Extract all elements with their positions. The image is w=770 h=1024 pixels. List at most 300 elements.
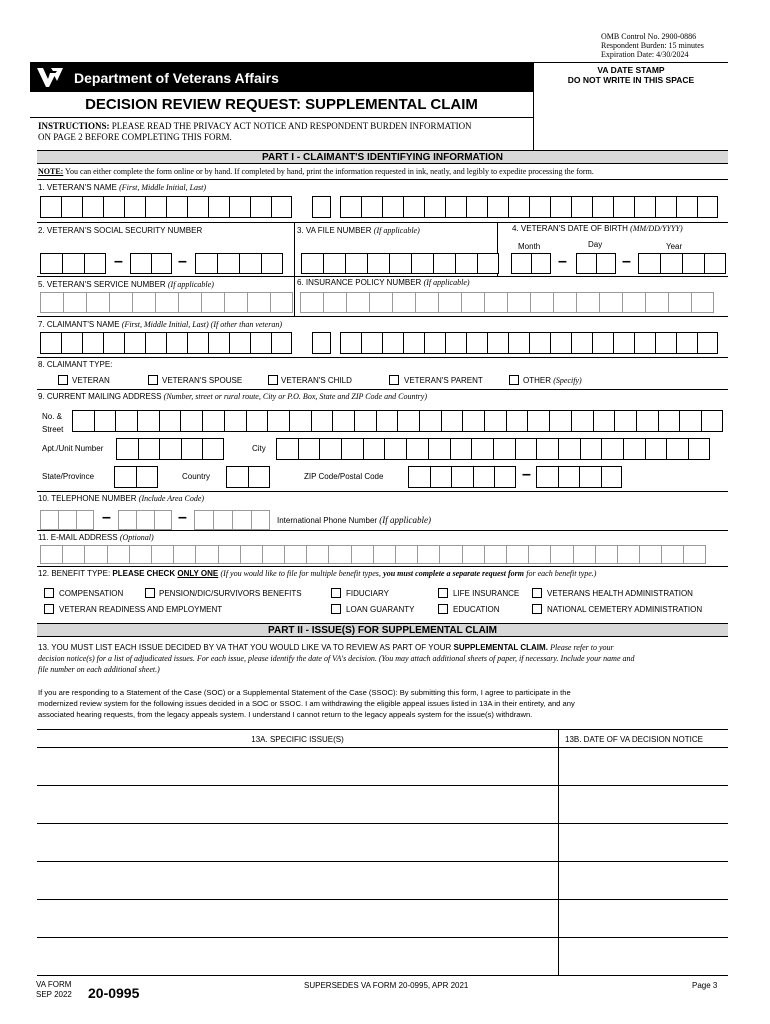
vre-label: VETERAN READINESS AND EMPLOYMENT (59, 605, 223, 614)
char-box[interactable] (382, 332, 403, 354)
char-box[interactable] (208, 332, 229, 354)
char-box[interactable] (462, 545, 484, 564)
char-box[interactable] (187, 332, 208, 354)
char-box[interactable] (528, 545, 550, 564)
char-box[interactable] (63, 292, 86, 313)
veteran-checkbox[interactable] (58, 375, 68, 385)
char-box[interactable] (187, 196, 208, 218)
issue-row[interactable] (37, 862, 728, 900)
char-box[interactable] (430, 466, 452, 488)
char-box[interactable] (332, 410, 354, 432)
char-box[interactable] (319, 438, 341, 460)
char-box[interactable] (154, 510, 172, 530)
specific-issues-header: 13A. SPECIFIC ISSUE(S) (251, 735, 344, 744)
char-box[interactable] (558, 438, 580, 460)
char-box[interactable] (441, 410, 463, 432)
char-box[interactable] (248, 466, 270, 488)
char-box[interactable] (289, 410, 311, 432)
char-box[interactable] (592, 196, 613, 218)
issue-row[interactable] (37, 824, 728, 862)
char-box[interactable] (251, 510, 270, 530)
char-box[interactable] (424, 332, 445, 354)
char-box[interactable] (389, 253, 411, 274)
char-box[interactable] (571, 410, 593, 432)
char-box[interactable] (403, 196, 424, 218)
char-box[interactable] (301, 253, 323, 274)
char-box[interactable] (202, 438, 224, 460)
footer-supersedes: SUPERSEDES VA FORM 20-0995, APR 2021 (304, 981, 469, 990)
phone-dash-1: – (102, 509, 111, 526)
vre-checkbox[interactable] (44, 604, 54, 614)
phone-line-boxes[interactable] (194, 510, 270, 530)
char-box[interactable] (623, 438, 645, 460)
ssn-part1-boxes[interactable] (40, 253, 106, 274)
char-box[interactable] (550, 545, 572, 564)
char-box[interactable] (246, 410, 268, 432)
char-box[interactable] (438, 292, 461, 313)
char-box[interactable] (550, 332, 571, 354)
char-box[interactable] (109, 292, 132, 313)
char-box[interactable] (614, 410, 636, 432)
claimant-middle-initial-box[interactable] (312, 332, 331, 354)
char-box[interactable] (593, 410, 615, 432)
insurance-policy-boxes[interactable] (300, 292, 714, 313)
char-box[interactable] (601, 438, 623, 460)
char-box[interactable] (553, 292, 576, 313)
char-box[interactable] (445, 332, 466, 354)
dob-day-boxes[interactable] (576, 253, 616, 274)
char-box[interactable] (595, 545, 617, 564)
char-box[interactable] (507, 292, 530, 313)
char-box[interactable] (471, 438, 493, 460)
char-box[interactable] (124, 196, 145, 218)
pension-checkbox[interactable] (145, 588, 155, 598)
char-box[interactable] (697, 196, 718, 218)
char-box[interactable] (417, 545, 439, 564)
char-box[interactable] (515, 438, 537, 460)
char-box[interactable] (271, 332, 292, 354)
char-box[interactable] (617, 545, 639, 564)
char-box[interactable] (676, 332, 697, 354)
char-box[interactable] (376, 410, 398, 432)
zip-boxes[interactable] (408, 466, 516, 488)
char-box[interactable] (679, 410, 701, 432)
email-boxes[interactable] (40, 545, 706, 564)
char-box[interactable] (473, 466, 495, 488)
char-box[interactable] (655, 196, 676, 218)
char-box[interactable] (487, 332, 508, 354)
char-box[interactable] (536, 466, 558, 488)
char-box[interactable] (361, 332, 382, 354)
char-box[interactable] (262, 545, 284, 564)
char-box[interactable] (382, 196, 403, 218)
char-box[interactable] (72, 410, 94, 432)
char-box[interactable] (138, 438, 160, 460)
vha-label: VETERANS HEALTH ADMINISTRATION (547, 589, 693, 598)
char-box[interactable] (477, 253, 499, 274)
loan-guaranty-checkbox[interactable] (331, 604, 341, 614)
area-code-boxes[interactable] (40, 510, 94, 530)
street-label: No. & Street (42, 412, 64, 434)
char-box[interactable] (124, 332, 145, 354)
char-box[interactable] (208, 196, 229, 218)
state-boxes[interactable] (114, 466, 158, 488)
dob-month-boxes[interactable] (511, 253, 551, 274)
nca-label: NATIONAL CEMETERY ADMINISTRATION (547, 605, 703, 614)
char-box[interactable] (484, 545, 506, 564)
char-box[interactable] (84, 545, 106, 564)
char-box[interactable] (178, 292, 201, 313)
char-box[interactable] (599, 292, 622, 313)
fiduciary-label: FIDUCIARY (346, 589, 389, 598)
ssn-part2-boxes[interactable] (130, 253, 172, 274)
issue-row[interactable] (37, 900, 728, 938)
part1-title: PART I - CLAIMANT'S IDENTIFYING INFORMATION (37, 150, 728, 164)
ssn-label: 2. VETERAN'S SOCIAL SECURITY NUMBER (38, 226, 203, 235)
char-box[interactable] (151, 545, 173, 564)
char-box[interactable] (130, 253, 151, 274)
char-box[interactable] (403, 332, 424, 354)
education-checkbox[interactable] (438, 604, 448, 614)
char-box[interactable] (82, 332, 103, 354)
char-box[interactable] (668, 292, 691, 313)
dob-year-boxes[interactable] (638, 253, 726, 274)
char-box[interactable] (529, 332, 550, 354)
char-box[interactable] (550, 196, 571, 218)
street-boxes[interactable] (72, 410, 723, 432)
char-box[interactable] (239, 253, 261, 274)
char-box[interactable] (155, 292, 178, 313)
char-box[interactable] (634, 332, 655, 354)
char-box[interactable] (445, 196, 466, 218)
char-box[interactable] (340, 332, 361, 354)
veteran-name-label: 1. VETERAN'S NAME (First, Middle Initial, Last) (38, 183, 207, 192)
footer-form-number: 20-0995 (88, 985, 140, 1001)
char-box[interactable] (195, 253, 217, 274)
char-box[interactable] (129, 545, 151, 564)
country-boxes[interactable] (226, 466, 270, 488)
part2-title: PART II - ISSUE(S) FOR SUPPLEMENTAL CLAIM (37, 623, 728, 637)
char-box[interactable] (571, 196, 592, 218)
dob-day-label: Day (588, 240, 603, 249)
char-box[interactable] (682, 253, 704, 274)
char-box[interactable] (58, 510, 76, 530)
date-stamp-area (533, 62, 728, 150)
char-box[interactable] (419, 410, 441, 432)
part1-note (38, 167, 594, 176)
char-box[interactable] (116, 438, 138, 460)
char-box[interactable] (571, 332, 592, 354)
ssn-dash-2: – (178, 253, 187, 270)
char-box[interactable] (384, 438, 406, 460)
char-box[interactable] (218, 545, 240, 564)
char-box[interactable] (638, 253, 660, 274)
char-box[interactable] (328, 545, 350, 564)
email-label: 11. E-MAIL ADDRESS (Optional) (38, 533, 154, 542)
service-number-boxes[interactable] (40, 292, 293, 313)
char-box[interactable] (701, 410, 723, 432)
char-box[interactable] (424, 196, 445, 218)
char-box[interactable] (451, 466, 473, 488)
char-box[interactable] (373, 545, 395, 564)
char-box[interactable] (484, 292, 507, 313)
char-box[interactable] (613, 332, 634, 354)
char-box[interactable] (118, 510, 136, 530)
char-box[interactable] (145, 196, 166, 218)
char-box[interactable] (596, 253, 616, 274)
char-box[interactable] (276, 438, 298, 460)
char-box[interactable] (395, 545, 417, 564)
compensation-checkbox[interactable] (44, 588, 54, 598)
char-box[interactable] (229, 332, 250, 354)
char-box[interactable] (462, 410, 484, 432)
char-box[interactable] (224, 410, 246, 432)
claimant-first-name-boxes[interactable] (40, 332, 292, 354)
char-box[interactable] (40, 545, 62, 564)
char-box[interactable] (549, 410, 571, 432)
char-box[interactable] (466, 332, 487, 354)
char-box[interactable] (250, 332, 271, 354)
char-box[interactable] (250, 196, 271, 218)
char-box[interactable] (592, 332, 613, 354)
zip-ext-boxes[interactable] (536, 466, 622, 488)
char-box[interactable] (455, 253, 477, 274)
vha-checkbox[interactable] (532, 588, 542, 598)
char-box[interactable] (666, 438, 688, 460)
char-box[interactable] (639, 545, 661, 564)
char-box[interactable] (411, 253, 433, 274)
life-insurance-checkbox[interactable] (438, 588, 448, 598)
char-box[interactable] (103, 332, 124, 354)
char-box[interactable] (136, 510, 154, 530)
fiduciary-checkbox[interactable] (331, 588, 341, 598)
char-box[interactable] (346, 292, 369, 313)
char-box[interactable] (40, 292, 63, 313)
char-box[interactable] (511, 253, 531, 274)
char-box[interactable] (311, 410, 333, 432)
char-box[interactable] (166, 196, 187, 218)
char-box[interactable] (267, 410, 289, 432)
char-box[interactable] (159, 438, 181, 460)
veteran-middle-initial-box[interactable] (312, 196, 331, 218)
char-box[interactable] (229, 196, 250, 218)
char-box[interactable] (351, 545, 373, 564)
char-box[interactable] (558, 466, 580, 488)
char-box[interactable] (271, 196, 292, 218)
veteran-option-label: VETERAN (72, 376, 110, 385)
char-box[interactable] (107, 545, 129, 564)
char-box[interactable] (661, 545, 683, 564)
phone-prefix-boxes[interactable] (118, 510, 172, 530)
char-box[interactable] (217, 253, 239, 274)
char-box[interactable] (580, 438, 602, 460)
char-box[interactable] (232, 510, 251, 530)
char-box[interactable] (655, 332, 676, 354)
char-box[interactable] (408, 466, 430, 488)
char-box[interactable] (40, 196, 61, 218)
char-box[interactable] (494, 466, 516, 488)
char-box[interactable] (306, 545, 328, 564)
footer-page-number: Page 3 (692, 981, 718, 990)
char-box[interactable] (369, 292, 392, 313)
char-box[interactable] (300, 292, 323, 313)
char-box[interactable] (683, 545, 705, 564)
char-box[interactable] (82, 196, 103, 218)
char-box[interactable] (529, 196, 550, 218)
char-box[interactable] (697, 332, 718, 354)
char-box[interactable] (159, 410, 181, 432)
veteran-first-name-boxes[interactable] (40, 196, 292, 218)
char-box[interactable] (645, 292, 668, 313)
char-box[interactable] (151, 253, 172, 274)
char-box[interactable] (340, 196, 361, 218)
char-box[interactable] (180, 410, 202, 432)
veteran-last-name-boxes[interactable] (340, 196, 718, 218)
char-box[interactable] (634, 196, 655, 218)
char-box[interactable] (226, 466, 248, 488)
char-box[interactable] (345, 253, 367, 274)
service-number-label: 5. VETERAN'S SERVICE NUMBER (If applicable) (38, 280, 214, 289)
char-box[interactable] (622, 292, 645, 313)
char-box[interactable] (284, 545, 306, 564)
char-box[interactable] (114, 466, 136, 488)
char-box[interactable] (439, 545, 461, 564)
form-title: DECISION REVIEW REQUEST: SUPPLEMENTAL CLAIM (85, 96, 478, 113)
spouse-option-label: VETERAN'S SPOUSE (162, 376, 243, 385)
char-box[interactable] (195, 545, 217, 564)
char-box[interactable] (392, 292, 415, 313)
issue-row[interactable] (37, 748, 728, 786)
char-box[interactable] (247, 292, 270, 313)
char-box[interactable] (354, 410, 376, 432)
instructions-text-2: ON PAGE 2 BEFORE COMPLETING THIS FORM. (38, 132, 232, 142)
child-checkbox[interactable] (268, 375, 278, 385)
char-box[interactable] (397, 410, 419, 432)
char-box[interactable] (493, 438, 515, 460)
char-box[interactable] (341, 438, 363, 460)
char-box[interactable] (61, 196, 82, 218)
char-box[interactable] (487, 196, 508, 218)
char-box[interactable] (94, 410, 116, 432)
char-box[interactable] (688, 438, 710, 460)
char-box[interactable] (40, 332, 61, 354)
char-box[interactable] (361, 196, 382, 218)
char-box[interactable] (536, 438, 558, 460)
char-box[interactable] (62, 253, 84, 274)
nca-checkbox[interactable] (532, 604, 542, 614)
char-box[interactable] (508, 332, 529, 354)
note-text: You can either complete the form online or by hand. If completed by hand, print the information requested in ink, neatly, and legibly to expedite processing the form. (65, 167, 594, 176)
char-box[interactable] (213, 510, 232, 530)
spouse-checkbox[interactable] (148, 375, 158, 385)
char-box[interactable] (660, 253, 682, 274)
char-box[interactable] (323, 253, 345, 274)
char-box[interactable] (84, 253, 106, 274)
char-box[interactable] (461, 292, 484, 313)
decision-date-header: 13B. DATE OF VA DECISION NOTICE (565, 735, 703, 744)
char-box[interactable] (415, 292, 438, 313)
char-box[interactable] (466, 196, 487, 218)
ssn-part3-boxes[interactable] (195, 253, 283, 274)
soc-statement: If you are responding to a Statement of the Case (SOC) or a Supplemental Statement of the Case (SSOC): By submitting this form, I agree to participate in the modernized review system for the following issues decided in a SOC or SSOC. I am withdrawing the eligible appeal issues listed in 13A in their entirety, and any associated hearing requests, from the legacy appeals system. I understand I cannot return to the legacy appeals system for the issue(s) withdrawn. (38, 688, 575, 719)
char-box[interactable] (601, 466, 623, 488)
char-box[interactable] (658, 410, 680, 432)
char-box[interactable] (115, 410, 137, 432)
char-box[interactable] (484, 410, 506, 432)
char-box[interactable] (531, 253, 551, 274)
char-box[interactable] (270, 292, 293, 313)
city-boxes[interactable] (276, 438, 710, 460)
char-box[interactable] (576, 253, 596, 274)
char-box[interactable] (645, 438, 667, 460)
parent-checkbox[interactable] (389, 375, 399, 385)
char-box[interactable] (166, 332, 187, 354)
char-box[interactable] (224, 292, 247, 313)
char-box[interactable] (704, 253, 726, 274)
char-box[interactable] (40, 253, 62, 274)
char-box[interactable] (576, 292, 599, 313)
char-box[interactable] (367, 253, 389, 274)
char-box[interactable] (506, 410, 528, 432)
char-box[interactable] (450, 438, 472, 460)
char-box[interactable] (323, 292, 346, 313)
char-box[interactable] (579, 466, 601, 488)
char-box[interactable] (194, 510, 213, 530)
date-stamp-note: DO NOT WRITE IN THIS SPACE (567, 75, 695, 85)
char-box[interactable] (691, 292, 714, 313)
char-box[interactable] (40, 510, 58, 530)
char-box[interactable] (201, 292, 224, 313)
char-box[interactable] (261, 253, 283, 274)
char-box[interactable] (76, 510, 94, 530)
char-box[interactable] (86, 292, 109, 313)
char-box[interactable] (428, 438, 450, 460)
other-checkbox[interactable] (509, 375, 519, 385)
char-box[interactable] (132, 292, 155, 313)
char-box[interactable] (573, 545, 595, 564)
char-box[interactable] (636, 410, 658, 432)
char-box[interactable] (240, 545, 262, 564)
char-box[interactable] (613, 196, 634, 218)
char-box[interactable] (137, 410, 159, 432)
char-box[interactable] (61, 332, 82, 354)
char-box[interactable] (433, 253, 455, 274)
char-box[interactable] (406, 438, 428, 460)
char-box[interactable] (62, 545, 84, 564)
char-box[interactable] (173, 545, 195, 564)
issue-row[interactable] (37, 938, 728, 976)
issue-row[interactable] (37, 786, 728, 824)
char-box[interactable] (530, 292, 553, 313)
claimant-last-name-boxes[interactable] (340, 332, 718, 354)
omb-control: OMB Control No. 2900-0886 (601, 32, 697, 41)
char-box[interactable] (145, 332, 166, 354)
char-box[interactable] (508, 196, 529, 218)
char-box[interactable] (202, 410, 224, 432)
char-box[interactable] (298, 438, 320, 460)
char-box[interactable] (363, 438, 385, 460)
zip-label: ZIP Code/Postal Code (304, 472, 384, 481)
char-box[interactable] (181, 438, 203, 460)
char-box[interactable] (103, 196, 124, 218)
apt-boxes[interactable] (116, 438, 224, 460)
char-box[interactable] (676, 196, 697, 218)
ssn-dash-1: – (114, 253, 123, 270)
va-file-number-boxes[interactable] (301, 253, 499, 274)
char-box[interactable] (506, 545, 528, 564)
char-box[interactable] (136, 466, 158, 488)
char-box[interactable] (527, 410, 549, 432)
